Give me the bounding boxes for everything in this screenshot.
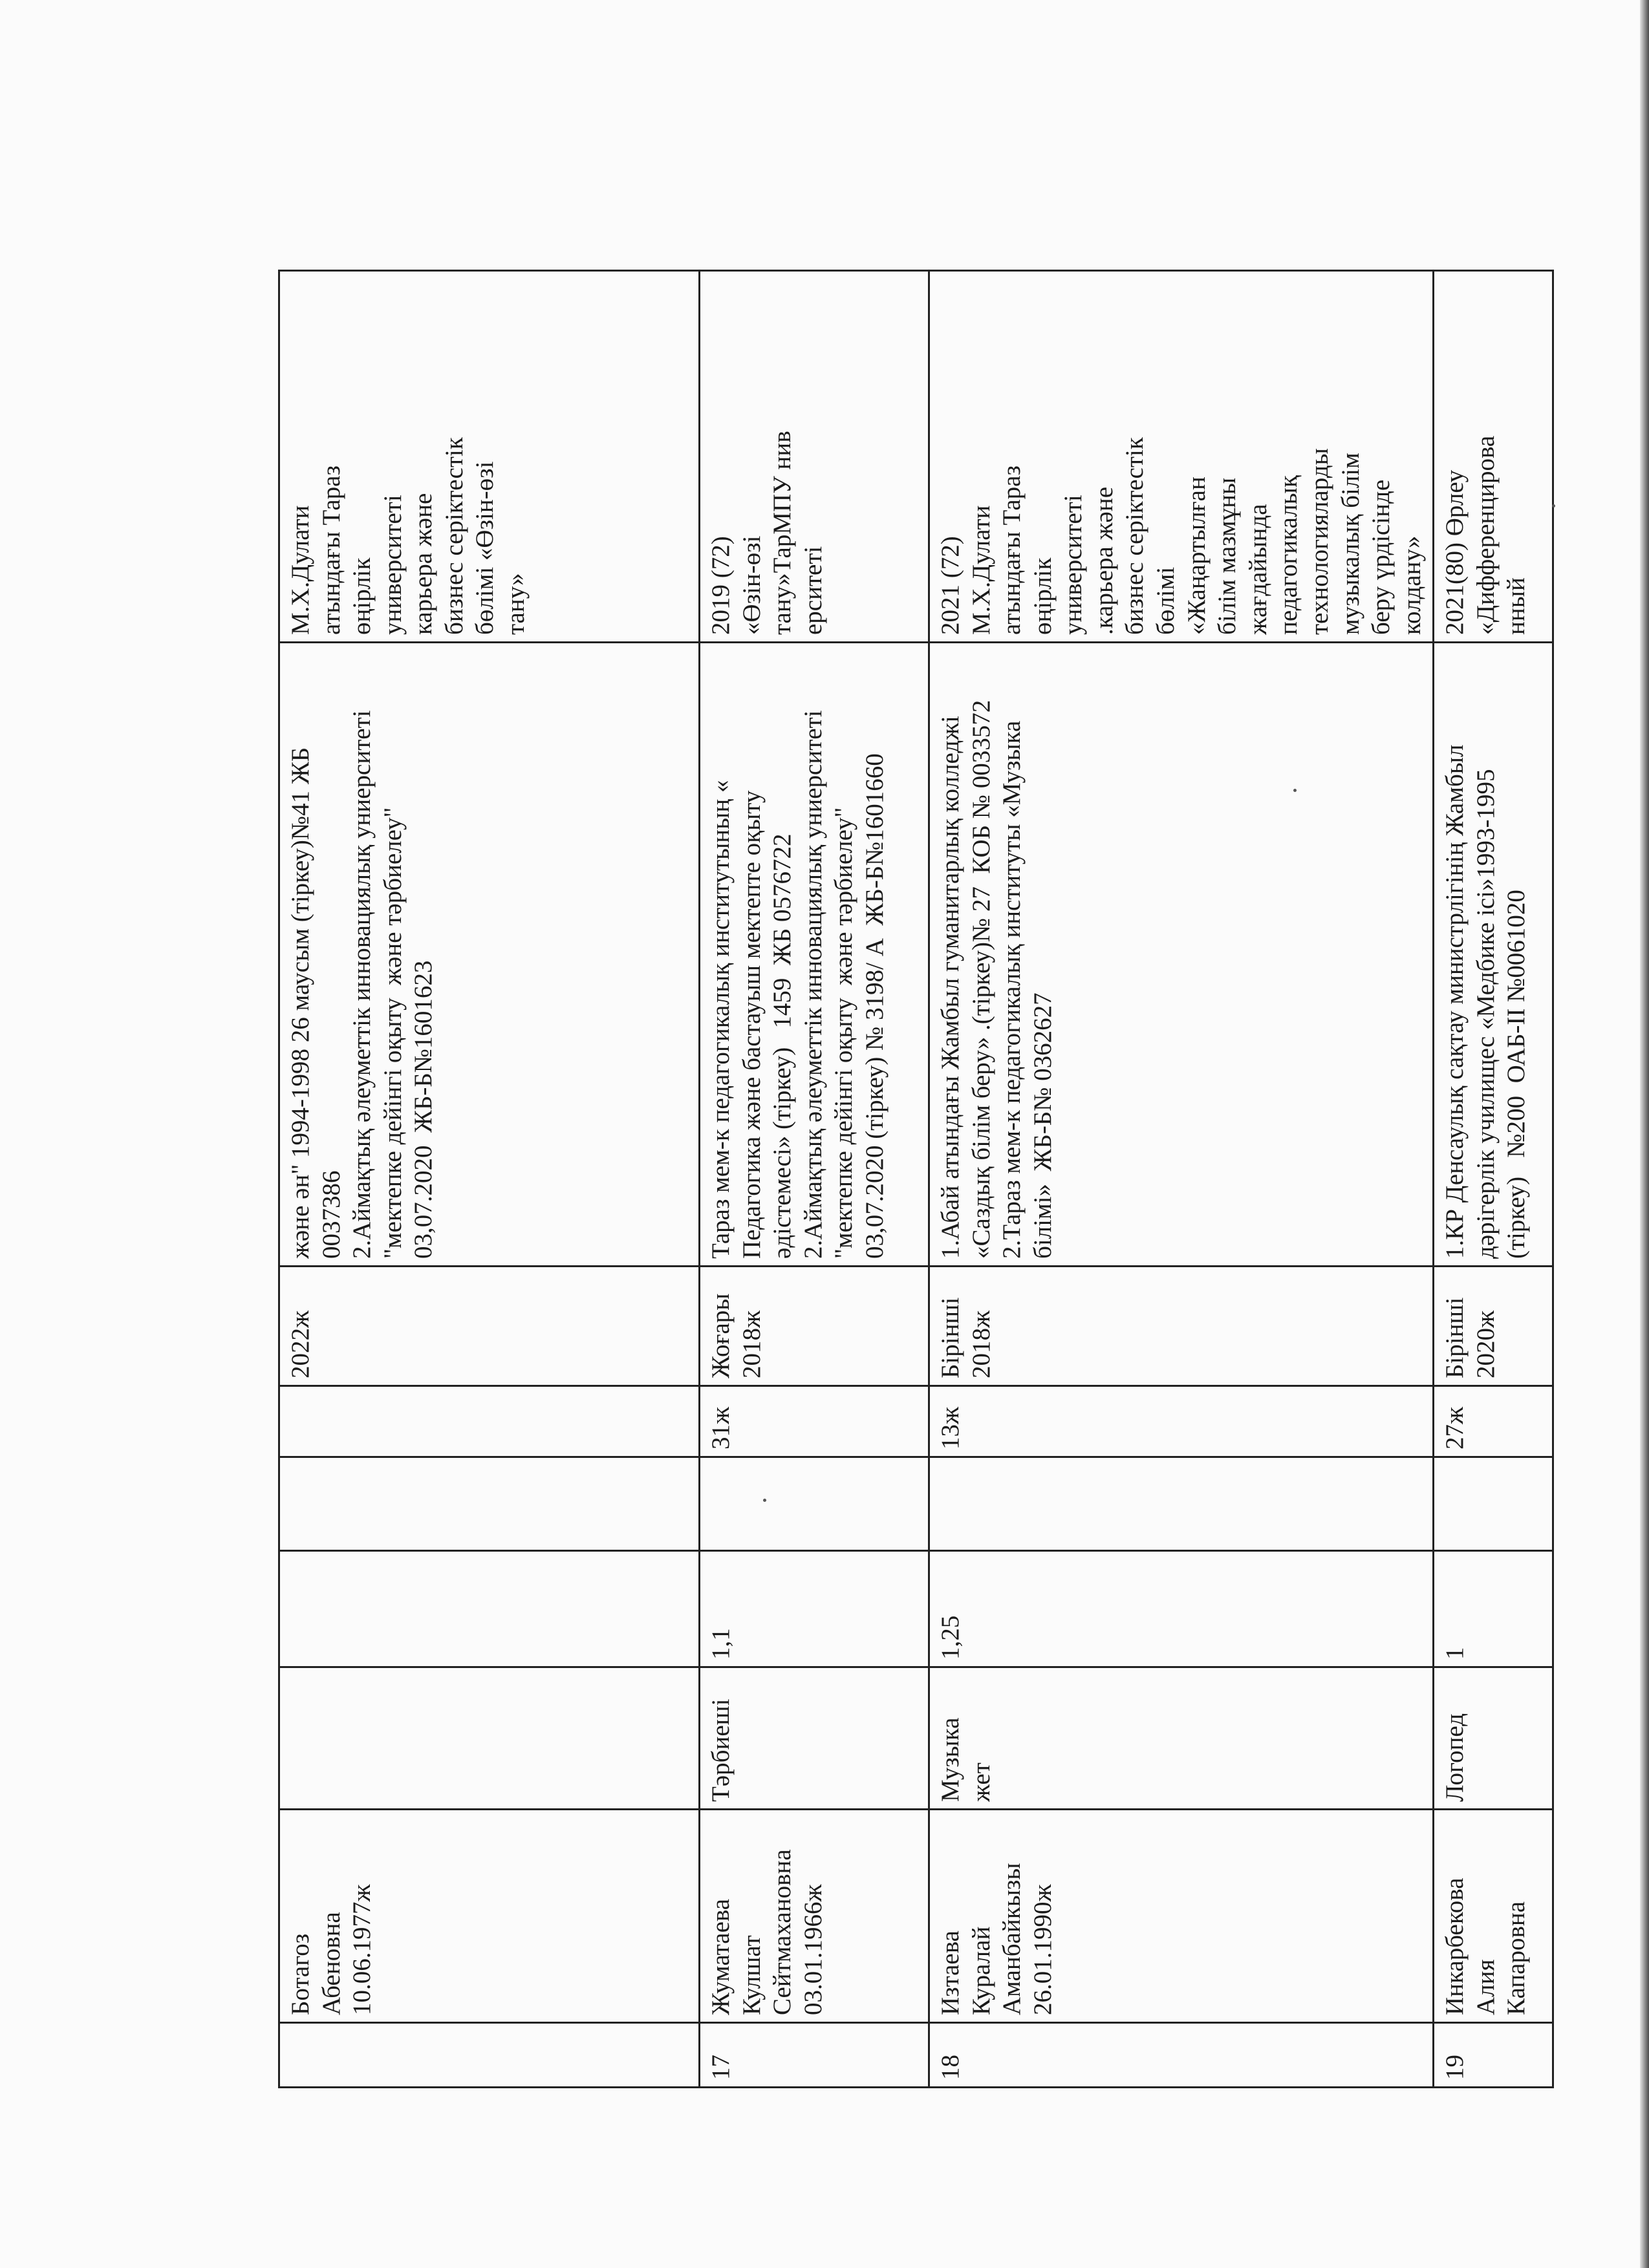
cell-number: 18	[929, 2023, 1434, 2088]
cell-empty	[700, 1457, 929, 1551]
cell-full-name-line: Капаровна	[1502, 1901, 1531, 2015]
cell-courses-line: 2021 (72)	[936, 536, 964, 635]
cell-category	[279, 1267, 700, 1386]
cell-courses-line: М.Х.Дулати	[967, 505, 995, 635]
table-row	[929, 271, 1434, 2088]
cell-experience	[279, 1386, 700, 1457]
cell-full-name	[279, 1810, 700, 2023]
cell-education-line: 2.Аймақтық әлеуметтік инновациялық униерситеті	[799, 710, 827, 1259]
cell-courses-line: М.Х.Дулати	[286, 505, 314, 635]
cell-courses-line: университеті	[1059, 495, 1088, 635]
cell-position-line: Музыка	[936, 1717, 964, 1802]
cell-workload: 1	[1434, 1551, 1553, 1667]
cell-experience: 13ж	[929, 1386, 1434, 1457]
cell-number: 17	[700, 2023, 929, 2088]
cell-category-line: Жоғары	[707, 1293, 735, 1378]
cell-category-line: Бірінші	[1441, 1297, 1469, 1378]
cell-full-name	[700, 1810, 929, 2023]
cell-courses-line: музыкалық білім	[1336, 453, 1364, 635]
cell-full-name-line: Жуматаева	[707, 1898, 735, 2015]
cell-full-name-line: Инкарбекова	[1441, 1878, 1469, 2015]
table-row	[700, 271, 929, 2088]
cell-full-name-line: Изтаева	[936, 1931, 964, 2015]
cell-education	[700, 643, 929, 1267]
cell-courses-line: карьера және	[409, 493, 438, 635]
cell-full-name-line: Ботагоз	[286, 1933, 314, 2015]
cell-courses-line: колдану»	[1397, 535, 1426, 635]
cell-courses-line: ерситеті	[799, 546, 827, 635]
cell-education	[929, 643, 1434, 1267]
cell-courses-line: бөлімі	[1152, 566, 1180, 635]
cell-courses-line: педагогикалық	[1275, 475, 1303, 635]
cell-education-line: және ән" 1994-1998 26 маусым (тіркеу)№41 ЖБ	[286, 747, 314, 1259]
cell-education-line: 2.Тараз мем-к педагогикалық институты «Музыка	[998, 720, 1026, 1259]
cell-position-line: жет	[967, 1762, 995, 1802]
cell-courses-line: бизнес серіктестік	[1121, 437, 1149, 635]
scan-edge	[1640, 0, 1649, 2268]
cell-position	[279, 1667, 700, 1810]
cell-education-line: әдістемесі» (тіркеу) 1459 ЖБ 0576722	[768, 833, 797, 1259]
cell-courses-line: «Дифференцирова	[1471, 435, 1500, 635]
cell-position-line: Логопед	[1441, 1713, 1469, 1802]
scan-speck	[1552, 504, 1555, 508]
cell-education-line: Тараз мем-к педагогикалық институтының «	[707, 780, 735, 1259]
cell-category-line: 2022ж	[286, 1311, 314, 1378]
cell-education-line: 0037386	[317, 1170, 345, 1259]
cell-experience: 31ж	[700, 1386, 929, 1457]
cell-category-line: Бірінші	[936, 1297, 964, 1378]
cell-education-line: Педагогика және бастауыш мектепте оқыту	[737, 790, 766, 1259]
table-row	[279, 271, 700, 2088]
cell-courses-line: бөлімі «Өзін-өзі	[471, 461, 499, 635]
cell-full-name	[1434, 1810, 1553, 2023]
cell-courses	[279, 271, 700, 643]
cell-education-line: 1.Абай атындағы Жамбыл гуманитарлық колледжі	[936, 716, 964, 1259]
cell-full-name-line: Абеновна	[317, 1912, 345, 2015]
rotated-table-wrapper	[278, 272, 1531, 2088]
cell-category	[929, 1267, 1434, 1386]
cell-courses-line: «Өзін-өзі	[737, 535, 766, 635]
cell-position	[700, 1667, 929, 1810]
cell-full-name-line: Аманбайкызы	[998, 1863, 1026, 2015]
cell-courses-line: тану»ТарМПУ нив	[768, 431, 797, 635]
cell-courses-line: 2019 (72)	[707, 536, 735, 635]
cell-workload: 1,1	[700, 1551, 929, 1667]
cell-education-line: білімі» ЖБ-Б№ 0362627	[1028, 992, 1057, 1259]
cell-category-line: 2020ж	[1471, 1311, 1500, 1378]
cell-education-line: (тіркеу) №200 ОАБ-II №0061020	[1502, 890, 1531, 1259]
cell-courses-line: тану»	[502, 573, 530, 635]
cell-education-line: 1.КР Денсаулық сақтау министрлігінің Жамбыл	[1441, 744, 1469, 1259]
cell-education-line: "мектепке дейінгі оқыту және тәрбиелеу"	[378, 807, 407, 1259]
scan-speck	[1293, 789, 1297, 792]
cell-education	[279, 643, 700, 1267]
cell-education	[1434, 643, 1553, 1267]
cell-full-name-line: Кулшат	[737, 1935, 766, 2015]
cell-workload: 1,25	[929, 1551, 1434, 1667]
cell-full-name	[929, 1810, 1434, 2023]
cell-category	[700, 1267, 929, 1386]
cell-full-name-line: 03.01.1966ж	[799, 1884, 827, 2015]
cell-courses-line: университеті	[378, 495, 407, 635]
cell-courses-line: нный	[1502, 577, 1531, 635]
cell-position-line: Тәрбиеші	[707, 1698, 735, 1802]
cell-courses	[1434, 271, 1553, 643]
cell-education-line: «Саздық білім беру» .(тіркеу)№ 27 КОБ № 0033572	[967, 700, 995, 1259]
staff-table	[278, 270, 1554, 2088]
cell-full-name-line: 26.01.1990ж	[1028, 1884, 1057, 2015]
cell-courses-line: өңірлік	[1028, 557, 1057, 635]
cell-courses-line: .карьера және	[1090, 486, 1118, 635]
cell-courses-line: 2021(80) Өрлеу	[1441, 469, 1469, 635]
cell-courses-line: атындағы Тараз	[317, 465, 345, 635]
cell-full-name-line: Алия	[1471, 1959, 1500, 2015]
cell-courses	[700, 271, 929, 643]
cell-courses-line: «Жаңартылған	[1182, 476, 1211, 635]
cell-courses-line: білім мазмұны	[1213, 477, 1242, 635]
cell-courses-line: жағдайында	[1244, 504, 1272, 635]
cell-full-name-line: Куралай	[967, 1926, 995, 2015]
cell-number: 19	[1434, 2023, 1553, 2088]
cell-courses-line: беру үрдісінде	[1367, 479, 1396, 635]
cell-education-line: 03,07.2020 ЖБ-Б№1601623	[409, 960, 438, 1259]
cell-education-line: "мектепке дейінгі оқыту және тәрбиелеу"	[830, 807, 858, 1259]
cell-courses-line: атындағы Тараз	[998, 465, 1026, 635]
cell-number	[279, 2023, 700, 2088]
cell-category-line: 2018ж	[737, 1311, 766, 1378]
cell-full-name-line: Сейтмахановна	[768, 1849, 797, 2015]
cell-workload	[279, 1551, 700, 1667]
cell-empty	[929, 1457, 1434, 1551]
cell-empty	[279, 1457, 700, 1551]
scan-speck	[763, 1499, 766, 1502]
cell-category	[1434, 1267, 1553, 1386]
cell-courses-line: өңірлік	[348, 557, 376, 635]
cell-empty	[1434, 1457, 1553, 1551]
table-row	[1434, 271, 1553, 2088]
cell-education-line: 2.Аймақтық әлеуметтік инновациялық униерситеті	[348, 710, 376, 1259]
cell-full-name-line: 10.06.1977ж	[348, 1884, 376, 2015]
cell-courses-line: бизнес серіктестік	[440, 437, 468, 635]
cell-education-line: дәрігерлік училищес «Медбике ісі»1993-1995	[1471, 769, 1500, 1259]
cell-courses-line: технологияларды	[1305, 448, 1333, 635]
cell-education-line: 03,07.2020 (тіркеу) № 3198/ А ЖБ-Б№1601660	[860, 753, 889, 1259]
cell-courses	[929, 271, 1434, 643]
cell-position	[1434, 1667, 1553, 1810]
cell-position	[929, 1667, 1434, 1810]
cell-category-line: 2018ж	[967, 1311, 995, 1378]
cell-experience: 27ж	[1434, 1386, 1553, 1457]
